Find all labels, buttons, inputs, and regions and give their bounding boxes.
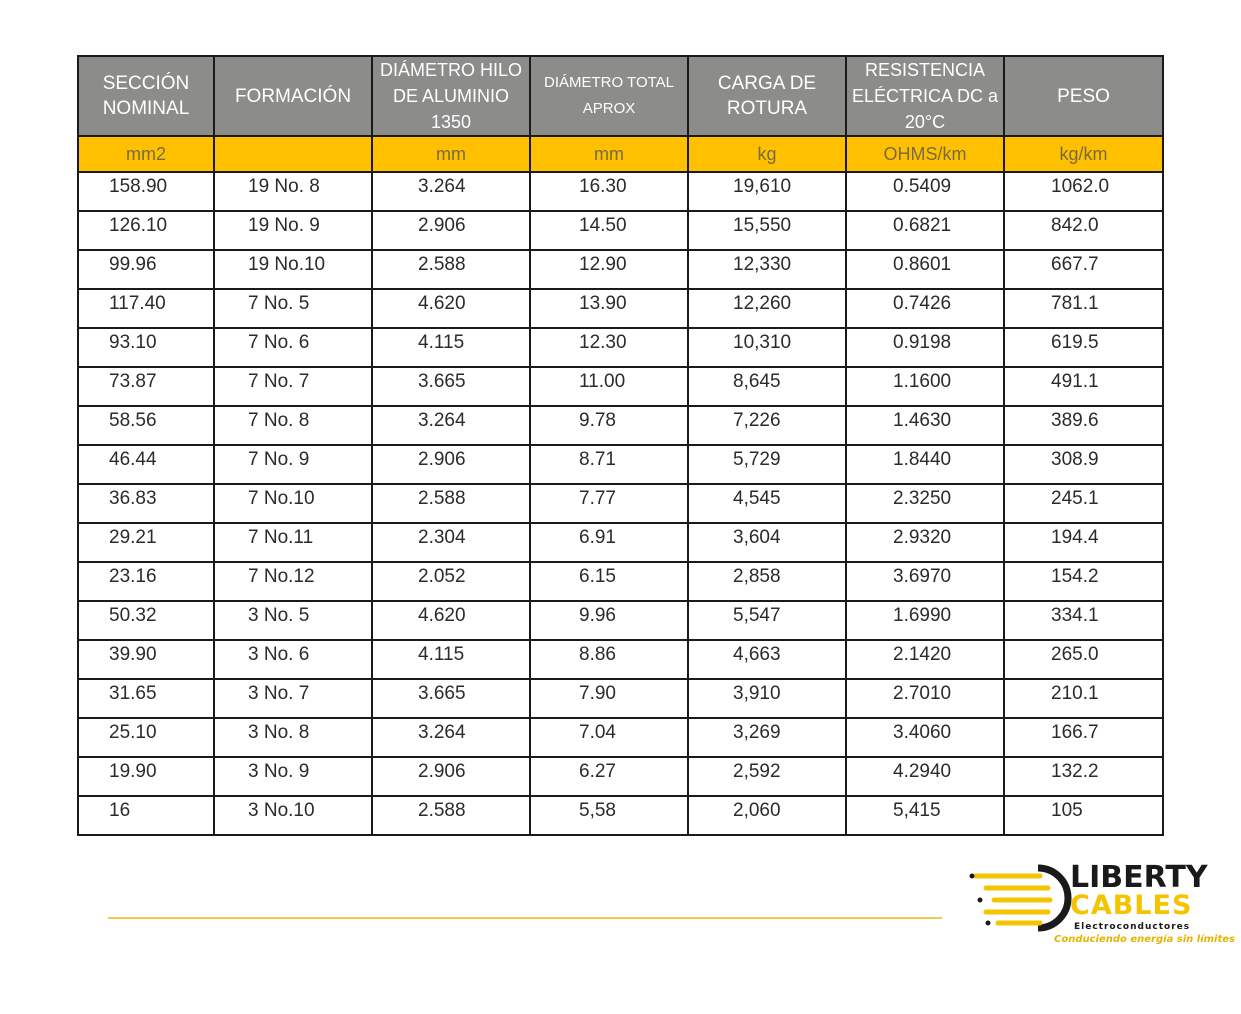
table-cell: 2.906 [372, 445, 530, 484]
liberty-cables-logo [968, 858, 1236, 950]
cable-spec-table [77, 55, 1164, 836]
table-cell: 3 No. 7 [214, 679, 372, 718]
header-carga-rotura: CARGA DE ROTURA [688, 56, 846, 136]
table-cell: 154.2 [1004, 562, 1163, 601]
table-cell: 7.04 [530, 718, 688, 757]
table-cell: 5,729 [688, 445, 846, 484]
header-formacion: FORMACIÓN [214, 56, 372, 136]
table-cell: 3.4060 [846, 718, 1004, 757]
table-cell: 10,310 [688, 328, 846, 367]
table-cell: 0.6821 [846, 211, 1004, 250]
logo-word-cables: CABLES [1070, 890, 1193, 921]
table-cell: 210.1 [1004, 679, 1163, 718]
table-cell: 2.906 [372, 757, 530, 796]
table-row [78, 289, 1163, 328]
table-cell: 7.77 [530, 484, 688, 523]
table-cell: 2.1420 [846, 640, 1004, 679]
table-cell: 265.0 [1004, 640, 1163, 679]
table-row [78, 679, 1163, 718]
table-cell: 245.1 [1004, 484, 1163, 523]
table-cell: 11.00 [530, 367, 688, 406]
cable-plug-icon [968, 858, 1072, 938]
table-row [78, 562, 1163, 601]
table-cell: 15,550 [688, 211, 846, 250]
table-cell: 308.9 [1004, 445, 1163, 484]
table-cell: 3.264 [372, 718, 530, 757]
table-cell: 9.78 [530, 406, 688, 445]
table-cell: 3.264 [372, 172, 530, 211]
table-row [78, 718, 1163, 757]
table-cell: 31.65 [78, 679, 214, 718]
table-row [78, 367, 1163, 406]
table-cell: 9.96 [530, 601, 688, 640]
table-cell: 4,663 [688, 640, 846, 679]
table-cell: 619.5 [1004, 328, 1163, 367]
table-row [78, 211, 1163, 250]
table-cell: 2.7010 [846, 679, 1004, 718]
table-cell: 4.620 [372, 601, 530, 640]
unit-cell: mm [372, 136, 530, 172]
table-cell: 19 No. 9 [214, 211, 372, 250]
table-cell: 2.3250 [846, 484, 1004, 523]
table-cell: 132.2 [1004, 757, 1163, 796]
table-cell: 842.0 [1004, 211, 1163, 250]
table-cell: 491.1 [1004, 367, 1163, 406]
table-cell: 12.30 [530, 328, 688, 367]
logo-subtitle: Electroconductores [1074, 922, 1191, 932]
unit-cell: kg/km [1004, 136, 1163, 172]
header-resistencia: RESISTENCIA ELÉCTRICA DC a 20°C [846, 56, 1004, 136]
table-cell: 4.2940 [846, 757, 1004, 796]
table-cell: 36.83 [78, 484, 214, 523]
table-cell: 2,592 [688, 757, 846, 796]
table-cell: 4.620 [372, 289, 530, 328]
unit-cell [214, 136, 372, 172]
table-cell: 23.16 [78, 562, 214, 601]
table-row [78, 523, 1163, 562]
table-cell: 7 No.10 [214, 484, 372, 523]
table-cell: 58.56 [78, 406, 214, 445]
table-body [78, 172, 1163, 835]
table-cell: 1.6990 [846, 601, 1004, 640]
table-cell: 117.40 [78, 289, 214, 328]
table-cell: 7 No. 8 [214, 406, 372, 445]
table-row [78, 484, 1163, 523]
table-cell: 50.32 [78, 601, 214, 640]
table-cell: 105 [1004, 796, 1163, 835]
table-cell: 8,645 [688, 367, 846, 406]
table-row [78, 172, 1163, 211]
table-cell: 1.1600 [846, 367, 1004, 406]
table-cell: 5,415 [846, 796, 1004, 835]
table-row [78, 250, 1163, 289]
table-cell: 7 No. 7 [214, 367, 372, 406]
table-cell: 4.115 [372, 640, 530, 679]
table-cell: 0.8601 [846, 250, 1004, 289]
table-cell: 389.6 [1004, 406, 1163, 445]
table-cell: 7.90 [530, 679, 688, 718]
header-diametro-total: DIÁMETRO TOTAL APROX [530, 56, 688, 136]
table-cell: 19 No.10 [214, 250, 372, 289]
table-cell: 13.90 [530, 289, 688, 328]
table-cell: 3.665 [372, 367, 530, 406]
header-diametro-hilo: DIÁMETRO HILO DE ALUMINIO 1350 [372, 56, 530, 136]
table-cell: 39.90 [78, 640, 214, 679]
table-cell: 3,604 [688, 523, 846, 562]
table-cell: 7 No. 9 [214, 445, 372, 484]
header-row [78, 56, 1163, 136]
table-cell: 1.8440 [846, 445, 1004, 484]
table-cell: 6.15 [530, 562, 688, 601]
header-peso: PESO [1004, 56, 1163, 136]
header-seccion-nominal: SECCIÓN NOMINAL [78, 56, 214, 136]
table-cell: 166.7 [1004, 718, 1163, 757]
unit-cell: mm [530, 136, 688, 172]
table-cell: 3 No. 6 [214, 640, 372, 679]
table-cell: 2,858 [688, 562, 846, 601]
table-cell: 2.9320 [846, 523, 1004, 562]
table-cell: 93.10 [78, 328, 214, 367]
table-cell: 1062.0 [1004, 172, 1163, 211]
table-row [78, 406, 1163, 445]
table-cell: 667.7 [1004, 250, 1163, 289]
table-cell: 3,910 [688, 679, 846, 718]
table-row [78, 328, 1163, 367]
table-cell: 2.304 [372, 523, 530, 562]
table-cell: 73.87 [78, 367, 214, 406]
table-cell: 4.115 [372, 328, 530, 367]
table-cell: 126.10 [78, 211, 214, 250]
table-row [78, 640, 1163, 679]
logo-tagline: Conduciendo energía sin límites [1054, 934, 1236, 945]
table-cell: 19.90 [78, 757, 214, 796]
table-cell: 8.86 [530, 640, 688, 679]
table-cell: 8.71 [530, 445, 688, 484]
table-cell: 3,269 [688, 718, 846, 757]
table-cell: 3 No. 5 [214, 601, 372, 640]
table-cell: 2.588 [372, 484, 530, 523]
table-cell: 99.96 [78, 250, 214, 289]
table-cell: 158.90 [78, 172, 214, 211]
table-cell: 0.5409 [846, 172, 1004, 211]
table-cell: 46.44 [78, 445, 214, 484]
table-cell: 19,610 [688, 172, 846, 211]
table-cell: 2.588 [372, 250, 530, 289]
table-cell: 6.27 [530, 757, 688, 796]
table-cell: 2.906 [372, 211, 530, 250]
footer-divider-line [108, 917, 942, 919]
table-cell: 0.7426 [846, 289, 1004, 328]
table-row [78, 796, 1163, 835]
unit-cell: mm2 [78, 136, 214, 172]
table-cell: 7,226 [688, 406, 846, 445]
logo-word-liberty: LIBERTY [1070, 860, 1208, 895]
table-cell: 16.30 [530, 172, 688, 211]
table-cell: 3.665 [372, 679, 530, 718]
table-cell: 7 No. 6 [214, 328, 372, 367]
table-cell: 1.4630 [846, 406, 1004, 445]
table-cell: 14.50 [530, 211, 688, 250]
table-cell: 16 [78, 796, 214, 835]
table-cell: 3.264 [372, 406, 530, 445]
table-cell: 7 No. 5 [214, 289, 372, 328]
table-cell: 19 No. 8 [214, 172, 372, 211]
table-cell: 12.90 [530, 250, 688, 289]
unit-cell: kg [688, 136, 846, 172]
table-cell: 2,060 [688, 796, 846, 835]
table-cell: 5,58 [530, 796, 688, 835]
table-cell: 194.4 [1004, 523, 1163, 562]
table-cell: 2.588 [372, 796, 530, 835]
table-cell: 3 No.10 [214, 796, 372, 835]
table-row [78, 601, 1163, 640]
table-cell: 3 No. 8 [214, 718, 372, 757]
table-cell: 3 No. 9 [214, 757, 372, 796]
table-cell: 4,545 [688, 484, 846, 523]
table-cell: 29.21 [78, 523, 214, 562]
table-cell: 7 No.12 [214, 562, 372, 601]
table-cell: 5,547 [688, 601, 846, 640]
table-cell: 7 No.11 [214, 523, 372, 562]
table-cell: 12,330 [688, 250, 846, 289]
table-cell: 3.6970 [846, 562, 1004, 601]
table-cell: 781.1 [1004, 289, 1163, 328]
table-cell: 0.9198 [846, 328, 1004, 367]
table-cell: 334.1 [1004, 601, 1163, 640]
unit-cell: OHMS/km [846, 136, 1004, 172]
table-cell: 12,260 [688, 289, 846, 328]
table-cell: 25.10 [78, 718, 214, 757]
table-cell: 2.052 [372, 562, 530, 601]
table-row [78, 757, 1163, 796]
table-row [78, 445, 1163, 484]
table-cell: 6.91 [530, 523, 688, 562]
units-row [78, 136, 1163, 172]
